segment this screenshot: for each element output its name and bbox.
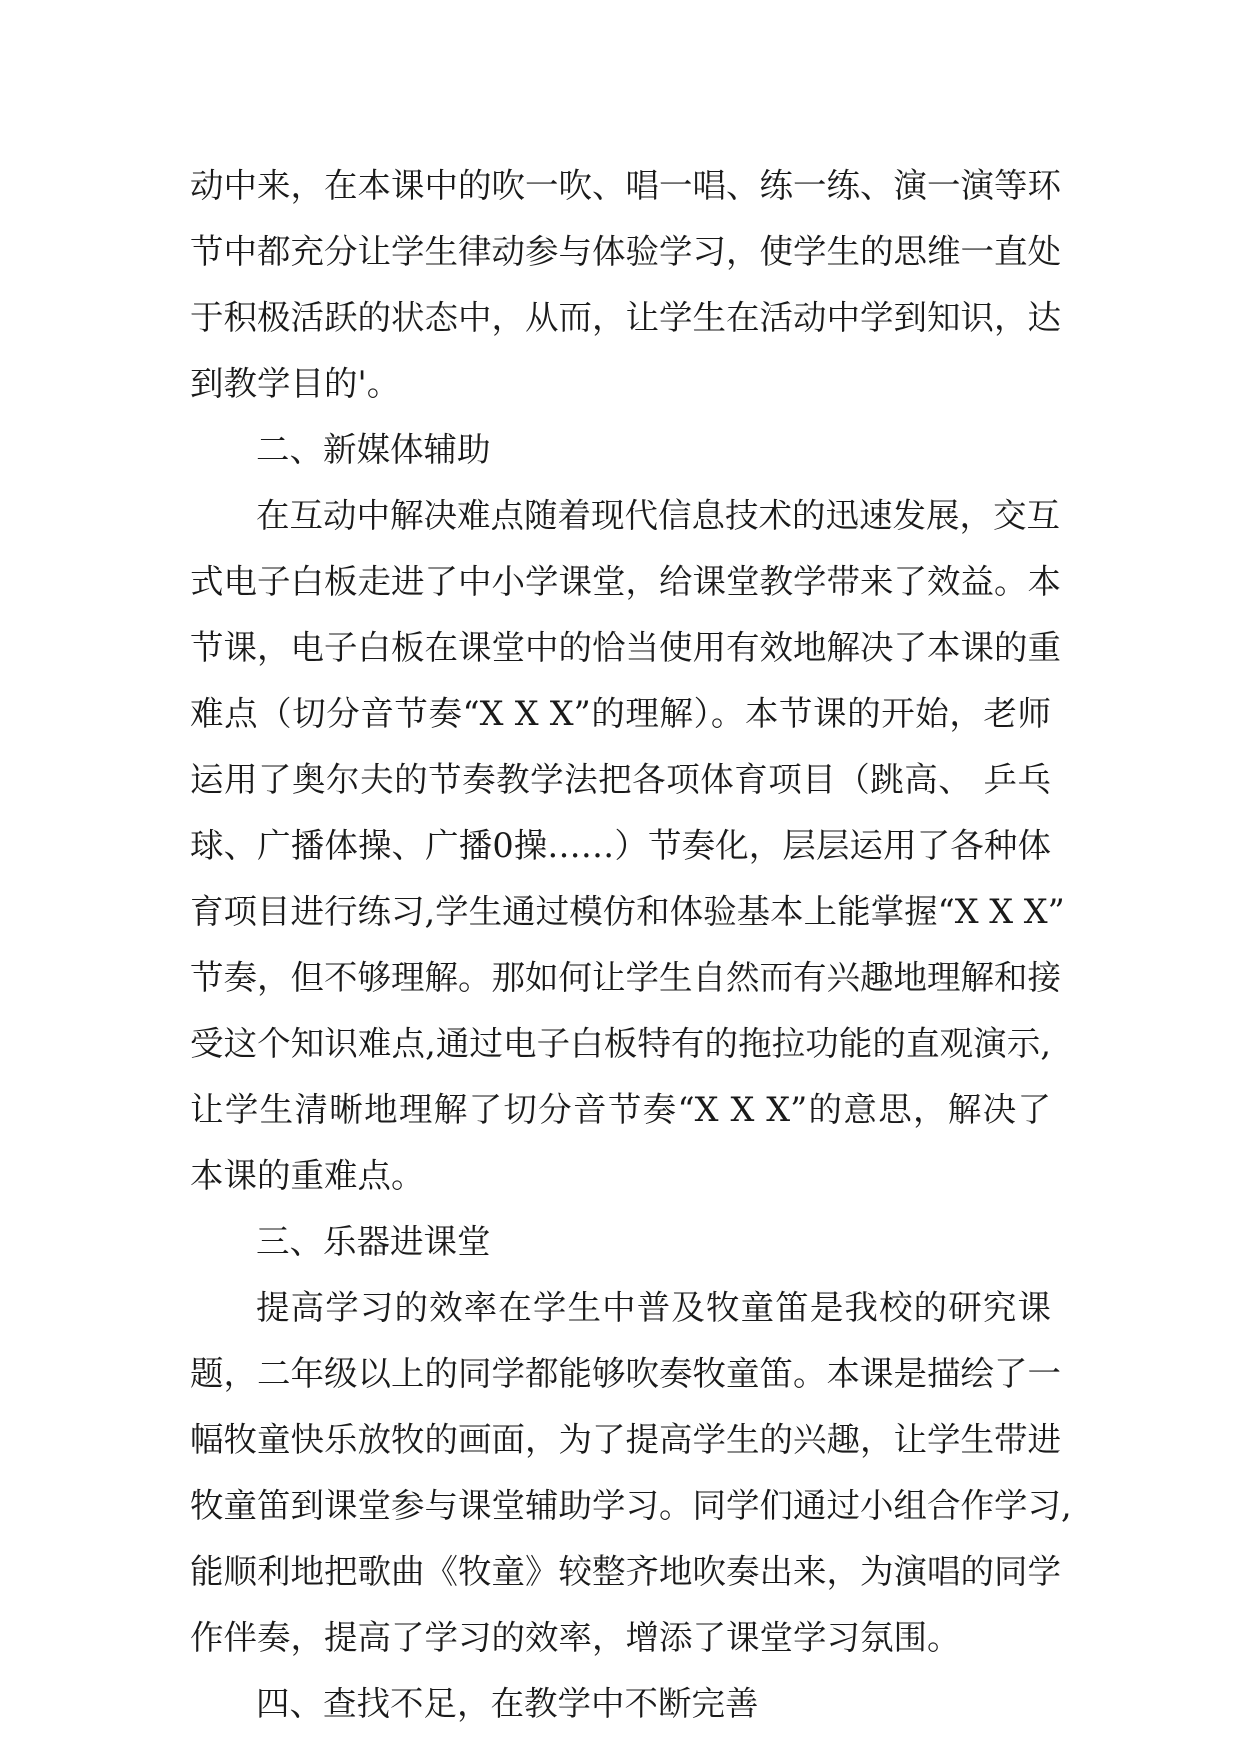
paragraph-line: 幅牧童快乐放牧的画面，为了提高学生的兴趣，让学生带进 [190,1420,1061,1459]
paragraph-line: 到教学目的'。 [190,364,401,403]
paragraph-line: 节奏，但不够理解。那如何让学生自然而有兴趣地理解和接 [190,958,1061,997]
paragraph-line: 作伴奏，提高了学习的效率，增添了课堂学习氛围。 [190,1618,961,1657]
paragraph-line: 题，二年级以上的同学都能够吹奏牧童笛。本课是描绘了一 [190,1354,1061,1393]
paragraph-line: 育项目进行练习,学生通过模仿和体验基本上能掌握“X X X” [190,892,1065,931]
paragraph-line: 运用了奥尔夫的节奏教学法把各项体育项目（跳高、 乒乓 [190,760,1051,799]
paragraph-line: 牧童笛到课堂参与课堂辅助学习。同学们通过小组合作学习, [190,1486,1072,1525]
section-heading: 三、乐器进课堂 [256,1222,491,1261]
paragraph-line: 动中来，在本课中的吹一吹、唱一唱、练一练、演一演等环 [190,166,1061,205]
paragraph-line: 节中都充分让学生律动参与体验学习，使学生的思维一直处 [190,232,1061,271]
paragraph-line: 能顺利地把歌曲《牧童》较整齐地吹奏出来，为演唱的同学 [190,1552,1061,1591]
section-heading: 四、查找不足，在教学中不断完善 [256,1684,759,1723]
section-heading: 二、新媒体辅助 [256,430,491,469]
paragraph-line: 提高学习的效率在学生中普及牧童笛是我校的研究课 [256,1288,1051,1327]
paragraph-line: 在互动中解决难点随着现代信息技术的迅速发展，交互 [256,496,1060,535]
paragraph-line: 球、广播体操、广播0操……）节奏化，层层运用了各种体 [190,826,1051,865]
paragraph-line: 受这个知识难点,通过电子白板特有的拖拉功能的直观演示, [190,1024,1051,1063]
paragraph-line: 让学生清晰地理解了切分音节奏“X X X”的意思，解决了 [190,1090,1051,1129]
paragraph-line: 于积极活跃的状态中，从而，让学生在活动中学到知识，达 [190,298,1061,337]
paragraph-line: 节课，电子白板在课堂中的恰当使用有效地解决了本课的重 [190,628,1061,667]
paragraph-line: 难点（切分音节奏“X X X”的理解）。本节课的开始，老师 [190,694,1051,733]
paragraph-line: 本课的重难点。 [190,1156,425,1195]
paragraph-line: 式电子白板走进了中小学课堂，给课堂教学带来了效益。本 [190,562,1061,601]
